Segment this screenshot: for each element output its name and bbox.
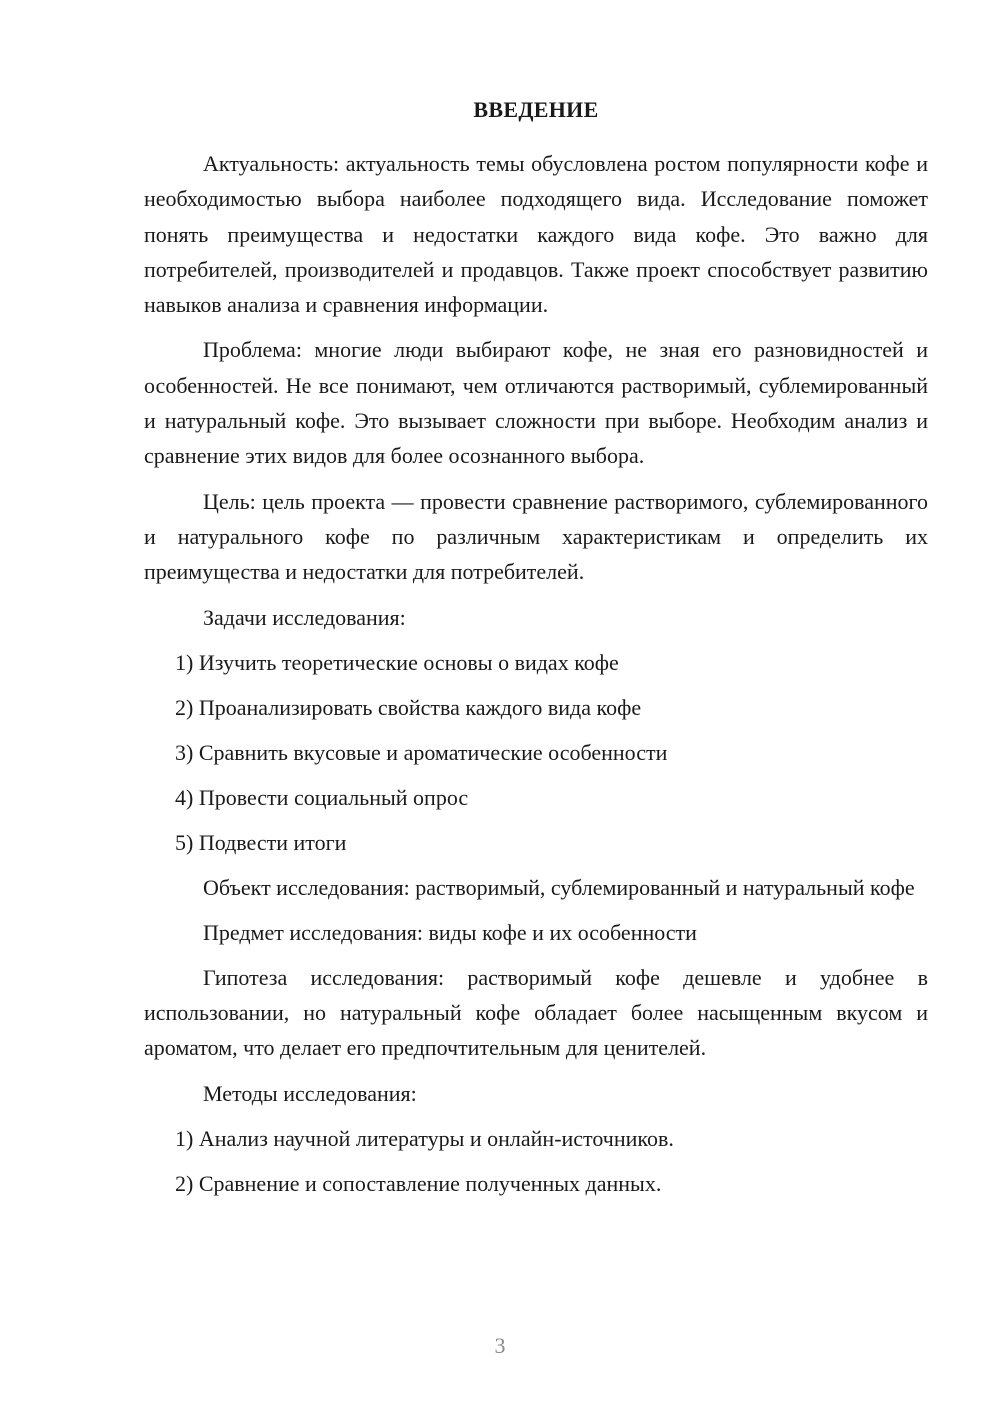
task-item-3: 3) Сравнить вкусовые и ароматические особенности bbox=[175, 739, 668, 765]
hypothesis-paragraph: Гипотеза исследования: растворимый кофе дешевле и удобнее в использовании, но натуральный кофе обладает более насыщенным вкусом и ароматом, что делает его предпочтительным для ценителей. bbox=[144, 964, 928, 1061]
methods-heading: Методы исследования: bbox=[203, 1080, 417, 1106]
problem-paragraph: Проблема: многие люди выбирают кофе, не зная его разновидностей и особенностей. Не все понимают, чем отличаются растворимый, сублемированный и натуральный кофе. Это вызывает сложности при выборе. Необходим анализ и сравнение этих видов для более осознанного выбора. bbox=[144, 337, 928, 469]
tasks-heading: Задачи исследования: bbox=[203, 604, 406, 630]
goal-paragraph: Цель: цель проекта — провести сравнение растворимого, сублемированного и натурального кофе по различным характеристикам и определить их преимущества и недостатки для потребителей. bbox=[144, 488, 928, 585]
object-paragraph: Объект исследования: растворимый, сублемированный и натуральный кофе bbox=[203, 874, 915, 900]
subject-line: Предмет исследования: виды кофе и их особенности bbox=[203, 919, 697, 945]
task-item-2: 2) Проанализировать свойства каждого вида кофе bbox=[175, 694, 642, 720]
document-title: ВВЕДЕНИЕ bbox=[473, 97, 599, 122]
method-item-1: 1) Анализ научной литературы и онлайн-источников. bbox=[175, 1125, 674, 1151]
task-item-1: 1) Изучить теоретические основы о видах кофе bbox=[175, 649, 619, 675]
page-number: 3 bbox=[494, 1333, 506, 1358]
task-item-4: 4) Провести социальный опрос bbox=[175, 784, 469, 810]
method-item-2: 2) Сравнение и сопоставление полученных данных. bbox=[175, 1170, 662, 1196]
document-page bbox=[144, 94, 928, 1211]
relevance-paragraph: Актуальность: актуальность темы обусловлена ростом популярности кофе и необходимостью выбора наиболее подходящего вида. Исследование поможет понять преимущества и недостатки каждого вида кофе. Это важно для потребителей, производителей и продавцов. Также проект способствует развитию навыков анализа и сравнения информации. bbox=[144, 151, 928, 318]
task-item-5: 5) Подвести итоги bbox=[175, 829, 347, 855]
